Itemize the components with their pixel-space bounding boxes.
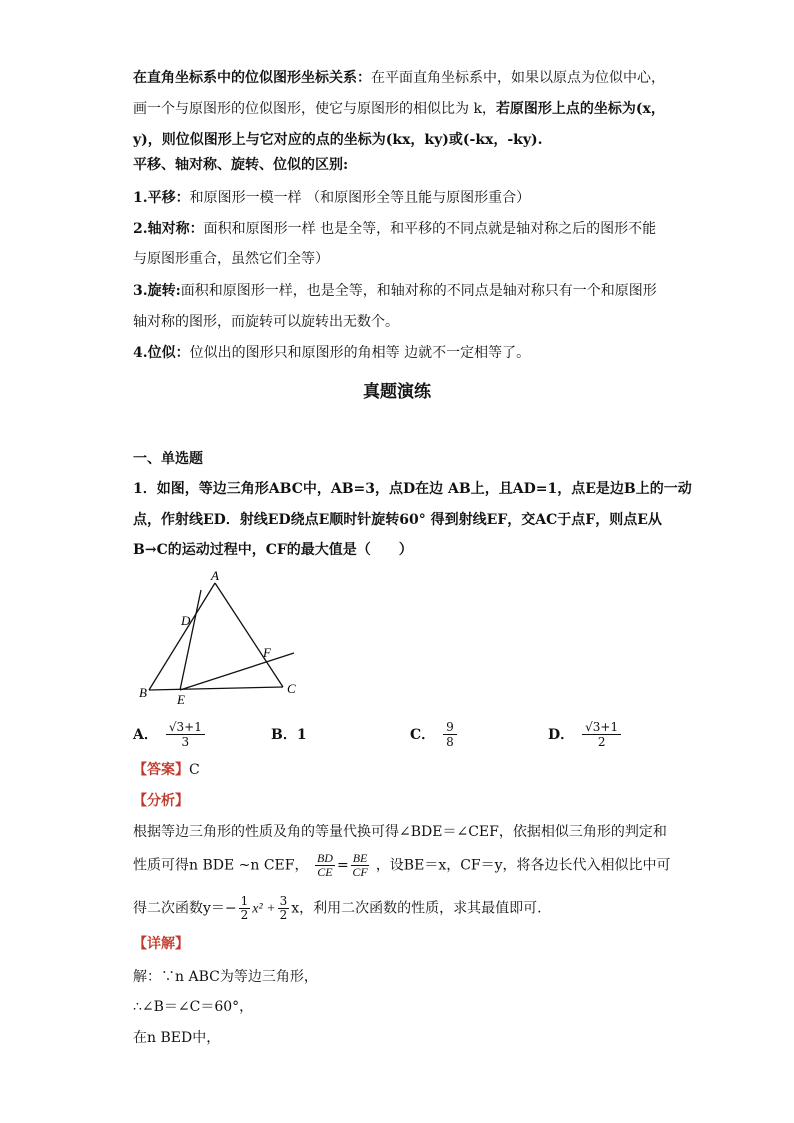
coef-three-halves-num: 3 bbox=[279, 894, 288, 908]
option-c-fraction bbox=[443, 720, 457, 749]
option-d-label: D． bbox=[548, 727, 575, 743]
answer-tag: 【答案】 bbox=[133, 762, 189, 778]
option-a-numerator: √3+1 bbox=[166, 720, 205, 735]
option-c-label: C． bbox=[410, 727, 436, 743]
coef-half bbox=[239, 895, 251, 922]
ratio-be-cf-den: CF bbox=[352, 865, 368, 879]
option-c-numerator: 9 bbox=[443, 720, 457, 735]
side-ac bbox=[215, 583, 283, 687]
option-a-fraction bbox=[166, 720, 205, 749]
list-item-3-text: 面积和原图形一样，也是全等，和轴对称的不同点是轴对称只有一个和原图形 bbox=[180, 283, 657, 299]
detail-line-1: 解：∵n ABC为等边三角形， bbox=[133, 969, 318, 985]
ratio-bd-ce-num: BD bbox=[316, 851, 333, 865]
ratio-bd-ce bbox=[315, 852, 335, 879]
detail-line-2: ∴∠B＝∠C＝60°， bbox=[133, 999, 254, 1015]
list-item-1-text: 和原图形一模一样 （和原图形全等且能与原图形重合） bbox=[189, 190, 531, 206]
list-item-4 bbox=[133, 343, 530, 363]
option-c[interactable] bbox=[410, 714, 457, 754]
coord-relation-title: 在直角坐标系中的位似图形坐标关系： bbox=[133, 70, 371, 86]
question-line-1: 1．如图，等边三角形ABC中，AB=3，点D在边 AB上，且AD=1，点E是边B上的一动 bbox=[133, 481, 692, 497]
analysis-line-3-mid: x² + bbox=[252, 901, 276, 917]
ratio-be-cf bbox=[351, 852, 370, 879]
list-item-1-label: 1.平移： bbox=[133, 190, 190, 206]
list-item-3-label: 3.旋转: bbox=[133, 283, 181, 299]
option-a[interactable] bbox=[133, 714, 205, 754]
question-line-2: 点，作射线ED．射线ED绕点E顺时针旋转60° 得到射线EF，交AC于点F，则点E从 bbox=[133, 512, 662, 528]
ratio-be-cf-num: BE bbox=[352, 851, 368, 865]
option-d-fraction bbox=[582, 720, 621, 749]
list-item-3 bbox=[133, 281, 657, 301]
coord-relation-line-2 bbox=[133, 99, 665, 119]
label-b: B bbox=[139, 685, 147, 700]
coord-relation-text-2: 画一个与原图形的位似图形，使它与原图形的相似比为 k， bbox=[133, 101, 496, 117]
option-a-denominator: 3 bbox=[181, 734, 190, 749]
answer-options bbox=[133, 714, 693, 754]
ray-ef bbox=[180, 653, 294, 690]
list-item-1 bbox=[133, 188, 530, 208]
list-item-2-text: 面积和原图形一样 也是全等，和平移的不同点就是轴对称之后的图形不能 bbox=[203, 221, 657, 237]
coef-half-den: 2 bbox=[240, 908, 249, 922]
coef-three-halves-den: 2 bbox=[279, 908, 288, 922]
coord-relation-text-1: 在平面直角坐标系中，如果以原点为位似中心， bbox=[371, 70, 665, 86]
list-item-2-label: 2.轴对称： bbox=[133, 221, 204, 237]
option-a-label: A． bbox=[133, 727, 158, 743]
analysis-line-1: 根据等边三角形的性质及角的等量代换可得∠BDE＝∠CEF，依据相似三角形的判定和 bbox=[133, 824, 667, 840]
list-item-2-continued: 与原图形重合，虽然它们全等） bbox=[133, 251, 329, 267]
question-type-heading: 一、单选题 bbox=[133, 451, 203, 467]
label-e: E bbox=[177, 692, 185, 707]
coef-three-halves bbox=[278, 895, 290, 922]
coord-relation-bold-2: 若原图形上点的坐标为(x， bbox=[495, 101, 665, 117]
differences-heading: 平移、轴对称、旋转、位似的区别: bbox=[133, 157, 349, 173]
label-a: A bbox=[211, 568, 219, 583]
label-d: D bbox=[181, 613, 191, 628]
side-bc bbox=[149, 687, 283, 690]
analysis-line-3-start: 得二次函数y＝− bbox=[133, 900, 237, 917]
ratio-bd-ce-den: CE bbox=[317, 865, 333, 879]
section-heading: 真题演练 bbox=[363, 382, 431, 402]
question-line-3: B→C的运动过程中，CF的最大值是（ ） bbox=[133, 542, 413, 558]
option-b-label: B．1 bbox=[271, 727, 307, 743]
answer-value: C bbox=[189, 762, 200, 778]
list-item-4-label: 4.位似： bbox=[133, 345, 190, 361]
option-b[interactable] bbox=[271, 714, 307, 754]
detail-tag: 【详解】 bbox=[133, 936, 189, 952]
list-item-3-continued: 轴对称的图形，而旋转可以旋转出无数个。 bbox=[133, 314, 399, 330]
triangle-figure bbox=[133, 565, 313, 710]
analysis-line-2-start: 性质可得n BDE ~n CEF， bbox=[133, 857, 309, 874]
label-f: F bbox=[263, 645, 271, 660]
analysis-line-3 bbox=[133, 895, 542, 923]
answer-line bbox=[133, 760, 200, 780]
coord-relation-line-1 bbox=[133, 68, 665, 88]
list-item-2 bbox=[133, 219, 656, 239]
analysis-line-2 bbox=[133, 852, 671, 879]
coord-relation-line-3: y)，则位似图形上与它对应的点的坐标为(kx，ky)或(-kx，-ky). bbox=[133, 132, 543, 148]
ray-ed bbox=[180, 590, 201, 690]
option-d[interactable] bbox=[548, 714, 621, 754]
option-d-denominator: 2 bbox=[597, 734, 606, 749]
option-c-denominator: 8 bbox=[446, 734, 454, 749]
analysis-line-2-end: ，设BE＝x，CF＝y，将各边长代入相似比中可 bbox=[375, 857, 671, 874]
label-c: C bbox=[287, 681, 296, 696]
side-ab bbox=[149, 583, 215, 690]
analysis-line-3-end: x，利用二次函数的性质，求其最值即可. bbox=[291, 900, 542, 917]
ratio-equals: = bbox=[336, 857, 349, 874]
detail-line-3: 在n BED中， bbox=[133, 1030, 221, 1046]
analysis-tag: 【分析】 bbox=[133, 793, 189, 809]
list-item-4-text: 位似出的图形只和原图形的角相等 边就不一定相等了。 bbox=[189, 345, 531, 361]
option-d-numerator: √3+1 bbox=[582, 720, 621, 735]
coef-half-num: 1 bbox=[240, 894, 249, 908]
